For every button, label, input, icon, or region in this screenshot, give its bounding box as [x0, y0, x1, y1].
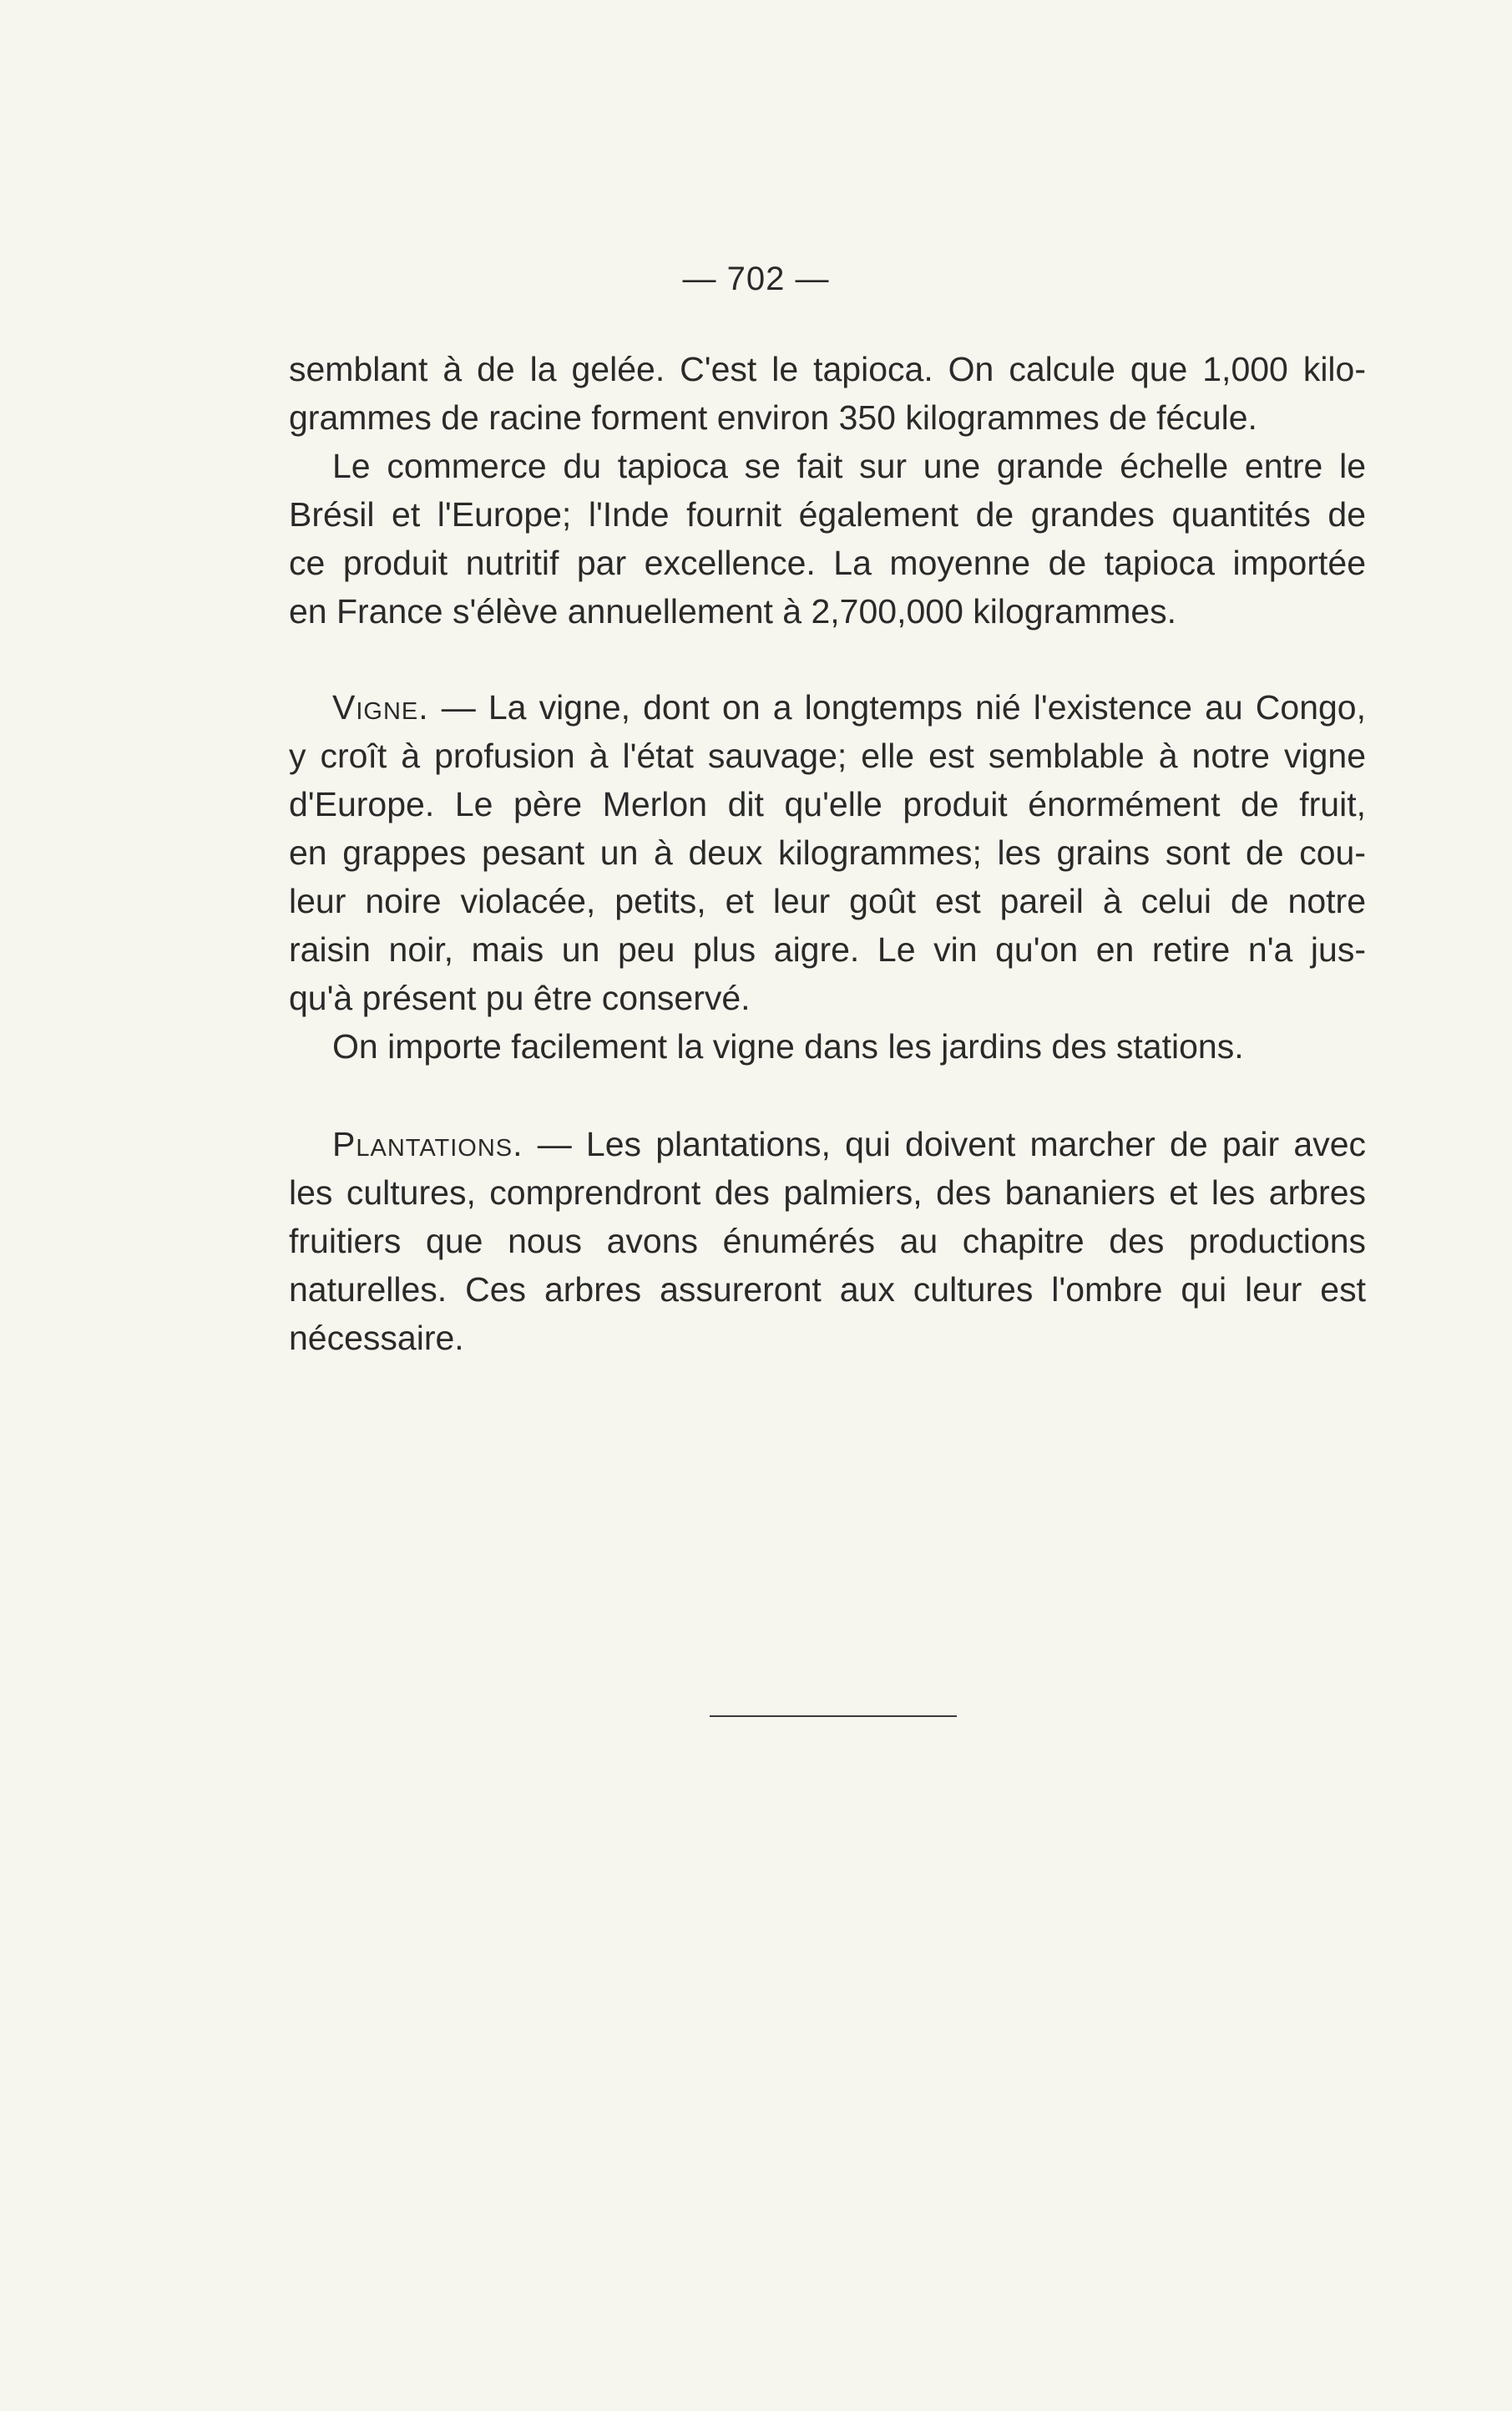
text-line: en grappes pesant un à deux kilogrammes; les grains sont de cou-	[289, 833, 1366, 872]
text-line: les cultures, comprendront des palmiers, des bananiers et les arbres	[289, 1173, 1366, 1212]
text-line: d'Europe. Le père Merlon dit qu'elle produit énormément de fruit,	[289, 785, 1366, 823]
paragraph-tapioca-intro	[289, 345, 1366, 442]
text-line: y croît à profusion à l'état sauvage; elle est semblable à notre vigne	[289, 737, 1366, 775]
section-end-rule	[710, 1715, 957, 1717]
text-line: leur noire violacée, petits, et leur goût est pareil à celui de notre	[289, 882, 1366, 920]
text-span: — La vigne, dont on a longtemps nié l'existence au Congo,	[428, 688, 1366, 727]
text-line	[289, 1120, 1366, 1168]
text-line: semblant à de la gelée. C'est le tapioca. On calcule que 1,000 kilo-	[289, 350, 1366, 388]
text-line: en France s'élève annuellement à 2,700,000 kilogrammes.	[289, 592, 1177, 631]
text-line	[289, 683, 1366, 732]
section-heading-vigne: Vigne.	[332, 688, 429, 727]
text-line: raisin noir, mais un peu plus aigre. Le vin qu'on en retire n'a jus-	[289, 930, 1366, 969]
page-number: — 702 —	[682, 261, 830, 297]
text-line: grammes de racine forment environ 350 kilogrammes de fécule.	[289, 398, 1257, 437]
section-heading-plantations: Plantations.	[332, 1125, 523, 1163]
text-line: qu'à présent pu être conservé.	[289, 979, 751, 1017]
text-line: Le commerce du tapioca se fait sur une grande échelle entre le	[332, 447, 1366, 485]
text-line: nécessaire.	[289, 1319, 464, 1357]
paragraph-vigne-import	[289, 1022, 1366, 1071]
text-line: On importe facilement la vigne dans les jardins des stations.	[332, 1027, 1244, 1066]
text-line: ce produit nutritif par excellence. La moyenne de tapioca importée	[289, 544, 1366, 582]
text-line: fruitiers que nous avons énumérés au chapitre des productions	[289, 1222, 1366, 1260]
text-line: Brésil et l'Europe; l'Inde fournit également de grandes quantités de	[289, 495, 1366, 534]
section-plantations	[289, 1120, 1366, 1362]
text-line: naturelles. Ces arbres assureront aux cultures l'ombre qui leur est	[289, 1270, 1366, 1309]
section-vigne	[289, 683, 1366, 1022]
paragraph-tapioca-commerce	[289, 442, 1366, 636]
text-span: — Les plantations, qui doivent marcher de pair avec	[523, 1125, 1366, 1163]
